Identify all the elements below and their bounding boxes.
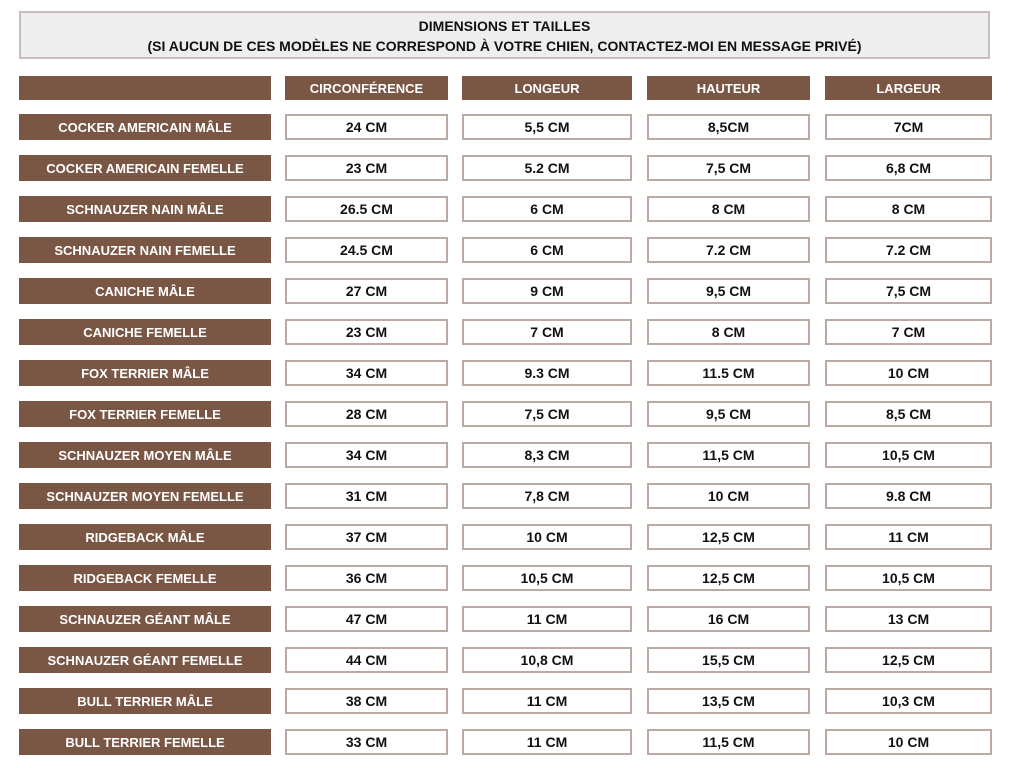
column-header-circumference: CIRCONFÉRENCE [285, 76, 448, 100]
table-cell-circumference: 34 CM [285, 360, 448, 386]
table-cell-height: 8 CM [647, 196, 810, 222]
row-label: FOX TERRIER FEMELLE [19, 401, 271, 427]
row-label: BULL TERRIER MÂLE [19, 688, 271, 714]
table-cell-length: 5,5 CM [462, 114, 632, 140]
table-cell-height: 15,5 CM [647, 647, 810, 673]
table-cell-height: 9,5 CM [647, 401, 810, 427]
table-cell-height: 9,5 CM [647, 278, 810, 304]
column-header-width: LARGEUR [825, 76, 992, 100]
table-cell-length: 7,8 CM [462, 483, 632, 509]
table-cell-width: 10 CM [825, 360, 992, 386]
table-cell-width: 13 CM [825, 606, 992, 632]
table-cell-circumference: 34 CM [285, 442, 448, 468]
table-cell-circumference: 31 CM [285, 483, 448, 509]
table-cell-width: 10,3 CM [825, 688, 992, 714]
table-cell-length: 6 CM [462, 196, 632, 222]
table-cell-length: 11 CM [462, 606, 632, 632]
row-label: CANICHE FEMELLE [19, 319, 271, 345]
table-cell-circumference: 28 CM [285, 401, 448, 427]
row-label: CANICHE MÂLE [19, 278, 271, 304]
table-cell-width: 10,5 CM [825, 565, 992, 591]
table-cell-width: 12,5 CM [825, 647, 992, 673]
table-cell-height: 12,5 CM [647, 524, 810, 550]
table-cell-width: 6,8 CM [825, 155, 992, 181]
table-cell-length: 10,8 CM [462, 647, 632, 673]
table-cell-circumference: 38 CM [285, 688, 448, 714]
table-cell-height: 11,5 CM [647, 729, 810, 755]
row-label: RIDGEBACK MÂLE [19, 524, 271, 550]
table-cell-length: 5.2 CM [462, 155, 632, 181]
table-cell-length: 7,5 CM [462, 401, 632, 427]
table-cell-circumference: 24 CM [285, 114, 448, 140]
row-label: BULL TERRIER FEMELLE [19, 729, 271, 755]
column-header-height: HAUTEUR [647, 76, 810, 100]
title-line-2: (SI AUCUN DE CES MODÈLES NE CORRESPOND À VOTRE CHIEN, CONTACTEZ-MOI EN MESSAGE PRIVÉ) [147, 38, 862, 54]
table-cell-circumference: 23 CM [285, 155, 448, 181]
table-cell-circumference: 27 CM [285, 278, 448, 304]
table-cell-circumference: 47 CM [285, 606, 448, 632]
table-cell-height: 12,5 CM [647, 565, 810, 591]
table-cell-length: 11 CM [462, 729, 632, 755]
column-header-length: LONGEUR [462, 76, 632, 100]
table-cell-height: 8 CM [647, 319, 810, 345]
row-label: RIDGEBACK FEMELLE [19, 565, 271, 591]
table-cell-height: 10 CM [647, 483, 810, 509]
table-cell-circumference: 37 CM [285, 524, 448, 550]
title-line-1: DIMENSIONS ET TAILLES [418, 18, 591, 34]
table-cell-width: 10,5 CM [825, 442, 992, 468]
table-cell-circumference: 24.5 CM [285, 237, 448, 263]
table-cell-width: 11 CM [825, 524, 992, 550]
row-label: SCHNAUZER MOYEN FEMELLE [19, 483, 271, 509]
table-cell-width: 8,5 CM [825, 401, 992, 427]
table-cell-length: 8,3 CM [462, 442, 632, 468]
table-title [19, 11, 990, 59]
table-cell-circumference: 23 CM [285, 319, 448, 345]
row-label: SCHNAUZER GÉANT MÂLE [19, 606, 271, 632]
row-label: COCKER AMERICAIN FEMELLE [19, 155, 271, 181]
table-cell-length: 6 CM [462, 237, 632, 263]
table-cell-circumference: 26.5 CM [285, 196, 448, 222]
row-label: FOX TERRIER MÂLE [19, 360, 271, 386]
row-label: SCHNAUZER NAIN FEMELLE [19, 237, 271, 263]
table-cell-length: 9 CM [462, 278, 632, 304]
table-cell-width: 7.2 CM [825, 237, 992, 263]
table-cell-circumference: 33 CM [285, 729, 448, 755]
table-cell-height: 13,5 CM [647, 688, 810, 714]
table-cell-length: 10 CM [462, 524, 632, 550]
row-label: SCHNAUZER NAIN MÂLE [19, 196, 271, 222]
table-cell-width: 8 CM [825, 196, 992, 222]
row-label: SCHNAUZER MOYEN MÂLE [19, 442, 271, 468]
table-cell-height: 16 CM [647, 606, 810, 632]
table-cell-circumference: 36 CM [285, 565, 448, 591]
table-cell-width: 7,5 CM [825, 278, 992, 304]
row-label: SCHNAUZER GÉANT FEMELLE [19, 647, 271, 673]
table-cell-length: 9.3 CM [462, 360, 632, 386]
table-cell-width: 10 CM [825, 729, 992, 755]
table-cell-length: 10,5 CM [462, 565, 632, 591]
row-label: COCKER AMERICAIN MÂLE [19, 114, 271, 140]
table-cell-height: 7.2 CM [647, 237, 810, 263]
table-cell-circumference: 44 CM [285, 647, 448, 673]
table-cell-width: 7CM [825, 114, 992, 140]
table-cell-width: 7 CM [825, 319, 992, 345]
table-cell-height: 11,5 CM [647, 442, 810, 468]
table-cell-height: 8,5CM [647, 114, 810, 140]
column-header-row-label-column [19, 76, 271, 100]
table-cell-length: 11 CM [462, 688, 632, 714]
table-cell-length: 7 CM [462, 319, 632, 345]
table-cell-height: 11.5 CM [647, 360, 810, 386]
table-cell-height: 7,5 CM [647, 155, 810, 181]
table-cell-width: 9.8 CM [825, 483, 992, 509]
